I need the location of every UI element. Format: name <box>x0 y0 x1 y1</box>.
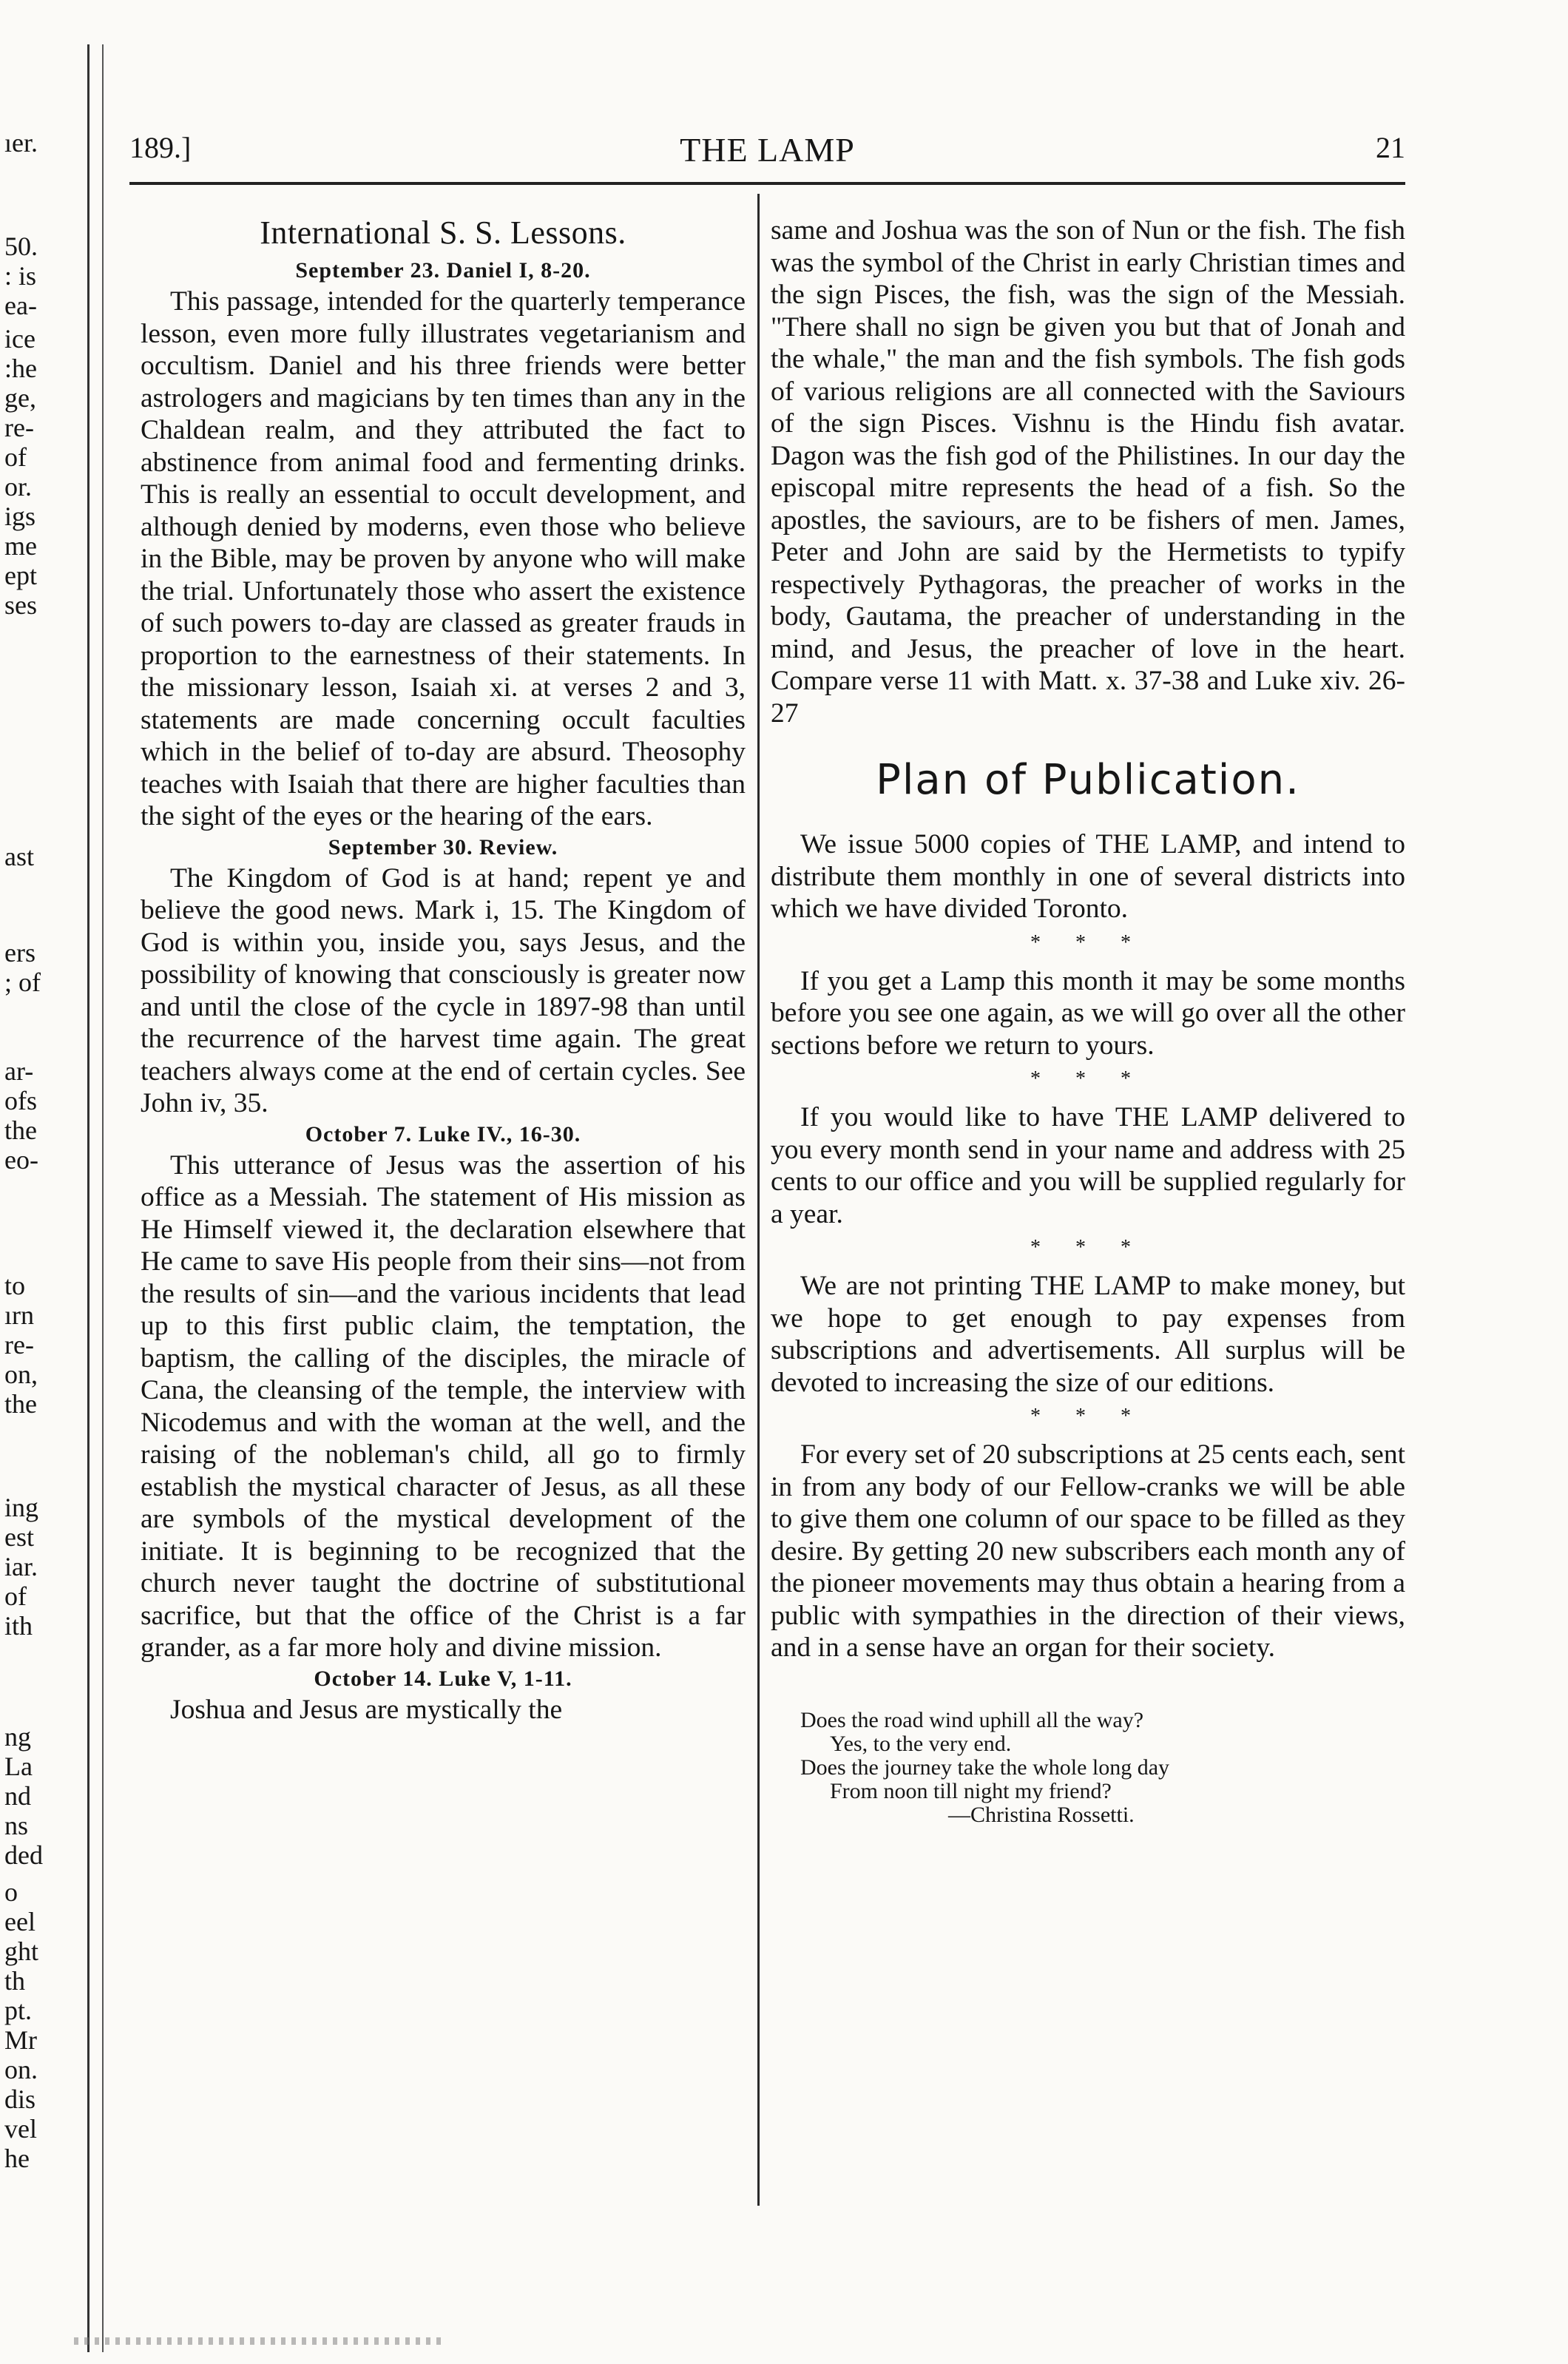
gutter-fragment: ers <box>4 938 36 967</box>
gutter-rule <box>87 44 89 2352</box>
gutter-fragment: on, <box>4 1360 38 1389</box>
left-column <box>141 215 746 1726</box>
left-gutter-fragments <box>0 0 111 2364</box>
gutter-fragment: to <box>4 1271 26 1300</box>
gutter-fragment: eel <box>4 1907 36 1936</box>
gutter-fragment: ıer. <box>4 128 38 158</box>
section-heading: October 14. Luke V, 1-11. <box>314 1666 572 1691</box>
section-paragraph: The Kingdom of God is at hand; repent ye and believe the good news. Mark i, 15. The Kingdom of God is within you, inside you, says Jesus, and the possibility of knowing that consciously is greater now and until the close of the cycle in 1897-98 than until the recurrence of the harvest time again. The great teachers always come at the end of certain cycles. See John iv, 35. <box>141 862 746 1118</box>
plan-paragraph: We issue 5000 copies of THE LAMP, and intend to distribute them monthly in one of several districts into which we have divided Toronto. <box>771 829 1405 924</box>
gutter-fragment: or. <box>4 472 33 501</box>
plan-paragraph: We are not printing THE LAMP to make money, but we hope to get enough to pay expenses from subscriptions and advertisements. All surplus will be devoted to increasing the size of our editions. <box>771 1271 1405 1398</box>
plan-title: Plan of Publication. <box>876 756 1300 804</box>
gutter-fragment: ice <box>4 324 36 354</box>
gutter-fragment: ing <box>4 1493 39 1522</box>
gutter-fragment: ith <box>4 1611 33 1641</box>
gutter-fragment: dis <box>4 2084 36 2114</box>
gutter-fragment: eo- <box>4 1145 38 1175</box>
gutter-fragment: ng <box>4 1722 31 1752</box>
continued-paragraph: same and Joshua was the son of Nun or the fish. The fish was the symbol of the Christ in early Christian times and the sign Pisces, the fish, was the sign of the Messiah. "There shall no sign be given you but that of Jonah and the whale," the man and the fish symbols. The fish gods of various religions are all connected with the Saviours of the sign Pisces. Vishnu is the Hindu fish avatar. Dagon was the fish god of the Philistines. In our day the episcopal mitre represents the head of a fish. So the apostles, the saviours, are to be fishers of men. James, Peter and John are said by the Hermetists to typify respectively Pythagoras, the preacher of works in the body, Gautama, the preacher of understanding in the mind, and Jesus, the preacher of love in the heart. Compare verse 11 with Matt. x. 37-38 and Luke xiv. 26-27 <box>771 215 1405 729</box>
gutter-fragment: iar. <box>4 1552 38 1581</box>
separator: * * * <box>1030 1405 1146 1428</box>
gutter-fragment: : is <box>4 261 37 291</box>
gutter-fragment: ght <box>4 1936 39 1966</box>
gutter-fragment: igs <box>4 501 36 531</box>
plan-paragraph: If you get a Lamp this month it may be some months before you see one again, as we will go over all the other sections before we return to yours. <box>771 965 1405 1061</box>
gutter-fragment: ; of <box>4 967 41 997</box>
page-header <box>129 130 1405 175</box>
lessons-title: International S. S. Lessons. <box>260 215 626 251</box>
gutter-fragment: ns <box>4 1811 29 1840</box>
gutter-fragment: the <box>4 1115 37 1145</box>
poem-line: Does the journey take the whole long day <box>800 1755 1170 1780</box>
gutter-fragment: :he <box>4 354 37 383</box>
separator: * * * <box>1030 931 1146 954</box>
section-paragraph: This utterance of Jesus was the assertion of his office as a Messiah. The statement of His mission as He Himself viewed it, the declaration elsewhere that He came to save His people from their sins—not from the results of sin—and the various incidents that lead up to this first public claim, the temptation, the baptism, the calling of the disciples, the miracle of Cana, the cleansing of the temple, the interview with Nicodemus and with the woman at the well, and the raising of the nobleman's child, all go to firmly establish the mystical character of Jesus, as all these are symbols of the mystical development of the initiate. It is beginning to be recognized that the church never taught the doctrine of substitutional sacrifice, but that the office of the Christ is a far grander, as a far more holy and divine mission. <box>141 1149 746 1663</box>
gutter-fragment: me <box>4 531 37 561</box>
gutter-fragment: Mr <box>4 2025 37 2055</box>
gutter-fragment: ge, <box>4 383 36 413</box>
section-paragraph: Joshua and Jesus are mystically the <box>170 1694 563 1725</box>
header-title: THE LAMP <box>680 131 855 169</box>
gutter-fragment: he <box>4 2144 30 2173</box>
gutter-fragment: ofs <box>4 1086 37 1115</box>
gutter-fragment: th <box>4 1966 26 1996</box>
gutter-fragment: ast <box>4 842 34 871</box>
gutter-fragment: the <box>4 1389 37 1419</box>
header-rule <box>129 182 1405 185</box>
gutter-fragment: vel <box>4 2114 37 2144</box>
gutter-fragment: of <box>4 442 27 472</box>
gutter-fragment: est <box>4 1522 34 1552</box>
page-number: 21 <box>1376 131 1405 164</box>
print-smudge <box>74 2337 444 2345</box>
gutter-fragment: of <box>4 1581 27 1611</box>
section-heading: September 23. Daniel I, 8-20. <box>295 258 591 283</box>
gutter-fragment: La <box>4 1752 33 1781</box>
gutter-fragment: re- <box>4 1330 34 1360</box>
poem-line: Yes, to the very end. <box>830 1731 1012 1756</box>
column-rule <box>757 194 760 2206</box>
section-heading: October 7. Luke IV., 16-30. <box>305 1121 581 1146</box>
right-column <box>771 215 1405 1827</box>
plan-paragraph: For every set of 20 subscriptions at 25 cents each, sent in from any body of our Fellow-cranks we will be able to give them one column of our space to be filled as they desire. By getting 20 new subscribers each month any of the pioneer movements may thus obtain a hearing from a public with sympathies in the direction of their views, and in a sense have an organ for their society. <box>771 1439 1405 1663</box>
gutter-fragment: o <box>4 1877 18 1907</box>
gutter-fragment: ar- <box>4 1056 34 1086</box>
gutter-fragment: re- <box>4 413 34 442</box>
gutter-fragment: 50. <box>4 232 38 261</box>
gutter-rule-secondary <box>102 44 104 2352</box>
gutter-fragment: ea- <box>4 291 37 320</box>
gutter-fragment: ırn <box>4 1300 34 1330</box>
section-paragraph: This passage, intended for the quarterly temperance lesson, even more fully illustrates vegetarianism and occultism. Daniel and his three friends were better astrologers and magicians by ten times than any in the Chaldean realm, and they attributed the fact to abstinence from animal food and fermenting drinks. This is really an essential to occult development, and although denied by moderns, even those who believe in the Bible, may be proven by anyone who will make the trial. Unfortunately those who assert the existence of such powers to-day are classed as greater frauds in proportion to the earnestness of their statements. In the missionary lesson, Isaiah xi. at verses 2 and 3, statements are made concerning occult faculties which in the belief of to-day are absurd. Theosophy teaches with Isaiah that there are higher faculties than the sight of the eyes or the hearing of the ears. <box>141 286 746 831</box>
poem-line: Does the road wind uphill all the way? <box>800 1707 1144 1732</box>
separator: * * * <box>1030 1067 1146 1090</box>
gutter-fragment: ses <box>4 590 37 620</box>
poem-line: From noon till night my friend? <box>830 1778 1112 1803</box>
separator: * * * <box>1030 1236 1146 1259</box>
poem-attribution: —Christina Rossetti. <box>948 1802 1135 1827</box>
gutter-fragment: nd <box>4 1781 31 1811</box>
gutter-fragment: ept <box>4 561 37 590</box>
gutter-fragment: ded <box>4 1840 43 1870</box>
poem <box>771 1709 1405 1827</box>
section-heading: September 30. Review. <box>328 834 558 860</box>
gutter-fragment: pt. <box>4 1996 33 2025</box>
plan-paragraph: If you would like to have THE LAMP delivered to you every month send in your name and address with 25 cents to our office and you will be supplied regularly for a year. <box>771 1102 1405 1229</box>
gutter-fragment: on. <box>4 2055 38 2084</box>
header-year: 189.] <box>129 131 192 164</box>
